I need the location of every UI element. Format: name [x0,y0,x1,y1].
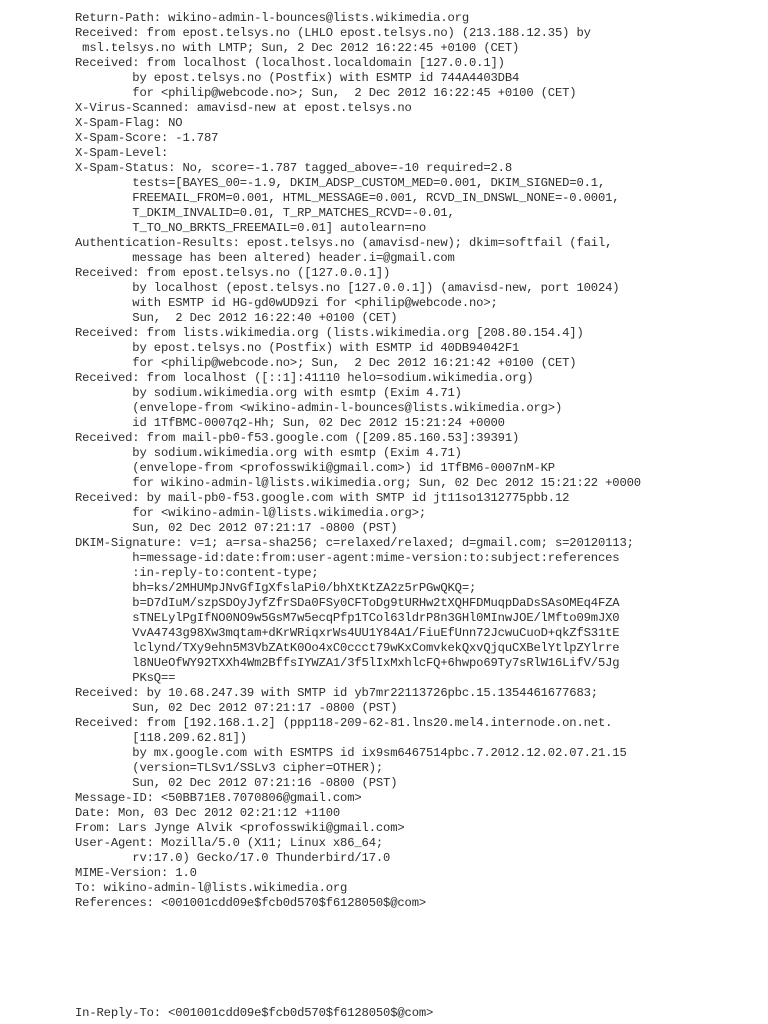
header-line: bh=ks/2MHUMpJNvGfIgXfslaPi0/bhXtKtZA2z5rPGwQKQ=; [75,581,477,595]
header-line: by epost.telsys.no (Postfix) with ESMTP id 744A4403DB4 [75,71,520,85]
header-line: Received: from epost.telsys.no ([127.0.0.1]) [75,266,391,280]
header-line: msl.telsys.no with LMTP; Sun, 2 Dec 2012 16:22:45 +0100 (CET) [75,41,520,55]
header-line: Sun, 2 Dec 2012 16:22:40 +0100 (CET) [75,311,398,325]
header-line: Received: from mail-pb0-f53.google.com ([209.85.160.53]:39391) [75,431,520,445]
header-line: MIME-Version: 1.0 [75,866,197,880]
header-line: FREEMAIL_FROM=0.001, HTML_MESSAGE=0.001, RCVD_IN_DNSWL_NONE=-0.0001, [75,191,620,205]
header-line: Received: by mail-pb0-f53.google.com with SMTP id jt11so1312775pbb.12 [75,491,570,505]
header-line: (envelope-from <wikino-admin-l-bounces@lists.wikimedia.org>) [75,401,563,415]
header-line: lclynd/TXy9ehn5M3VbZAtK0Oo4xC0ccct79wKxComvkekQxvQjquCXBelYtlpZYlrre [75,641,620,655]
header-line: Sun, 02 Dec 2012 07:21:17 -0800 (PST) [75,521,398,535]
header-line: VvA4743g98Xw3mqtam+dKrWRiqxrWs4UU1Y84A1/FiuEfUnn72JcwuCuoD+qkZfS31tE [75,626,620,640]
header-line: for <philip@webcode.no>; Sun, 2 Dec 2012 16:22:45 +0100 (CET) [75,86,577,100]
header-line: Received: by 10.68.247.39 with SMTP id yb7mr22113726pbc.15.1354461677683; [75,686,598,700]
header-line: (version=TLSv1/SSLv3 cipher=OTHER); [75,761,384,775]
header-line: Received: from localhost (localhost.localdomain [127.0.0.1]) [75,56,505,70]
header-line: X-Spam-Flag: NO [75,116,183,130]
header-line: Received: from epost.telsys.no (LHLO epost.telsys.no) (213.188.12.35) by [75,26,591,40]
header-line: X-Spam-Level: [75,146,169,160]
email-headers-continued [75,1006,761,1021]
header-line: [118.209.62.81]) [75,731,247,745]
header-line: Authentication-Results: epost.telsys.no (amavisd-new); dkim=softfail (fail, [75,236,613,250]
header-line: message has been altered) header.i=@gmail.com [75,251,455,265]
header-line: X-Spam-Score: -1.787 [75,131,219,145]
header-line: Sun, 02 Dec 2012 07:21:17 -0800 (PST) [75,701,398,715]
header-line: for wikino-admin-l@lists.wikimedia.org; Sun, 02 Dec 2012 15:21:22 +0000 [75,476,641,490]
header-line: tests=[BAYES_00=-1.9, DKIM_ADSP_CUSTOM_MED=0.001, DKIM_SIGNED=0.1, [75,176,606,190]
header-line: DKIM-Signature: v=1; a=rsa-sha256; c=relaxed/relaxed; d=gmail.com; s=20120113; [75,536,634,550]
header-line: (envelope-from <profosswiki@gmail.com>) id 1TfBM6-0007nM-KP [75,461,555,475]
header-line: Message-ID: <50BB71E8.7070806@gmail.com> [75,791,362,805]
header-line-in-reply-to: In-Reply-To: <001001cdd09e$fcb0d570$f6128050$@com> [75,1006,434,1020]
header-line: Received: from lists.wikimedia.org (lists.wikimedia.org [208.80.154.4]) [75,326,584,340]
header-line: b=D7dIuM/szpSDOyJyfZfrSDa0FSy0CFToDg9tURHw2tXQHFDMuqpDaDsSAsOMEq4FZA [75,596,620,610]
header-line: User-Agent: Mozilla/5.0 (X11; Linux x86_64; [75,836,384,850]
header-line: Received: from localhost ([::1]:41110 helo=sodium.wikimedia.org) [75,371,534,385]
header-line: rv:17.0) Gecko/17.0 Thunderbird/17.0 [75,851,391,865]
header-line: Sun, 02 Dec 2012 07:21:16 -0800 (PST) [75,776,398,790]
header-line: with ESMTP id HG-gd0wUD9zi for <philip@webcode.no>; [75,296,498,310]
header-line: References: <001001cdd09e$fcb0d570$f6128050$@com> [75,896,427,910]
header-line: for <philip@webcode.no>; Sun, 2 Dec 2012 16:21:42 +0100 (CET) [75,356,577,370]
header-line: Return-Path: wikino-admin-l-bounces@lists.wikimedia.org [75,11,470,25]
header-line: by mx.google.com with ESMTPS id ix9sm6467514pbc.7.2012.12.02.07.21.15 [75,746,627,760]
header-line: by epost.telsys.no (Postfix) with ESMTP id 40DB94042F1 [75,341,520,355]
header-line: id 1TfBMC-0007q2-Hh; Sun, 02 Dec 2012 15:21:24 +0000 [75,416,505,430]
header-line: PKsQ== [75,671,176,685]
header-line: Received: from [192.168.1.2] (ppp118-209-62-81.lns20.mel4.internode.on.net. [75,716,613,730]
header-line: by sodium.wikimedia.org with esmtp (Exim 4.71) [75,386,462,400]
header-line: T_DKIM_INVALID=0.01, T_RP_MATCHES_RCVD=-0.01, [75,206,455,220]
header-line: :in-reply-to:content-type; [75,566,319,580]
header-line: h=message-id:date:from:user-agent:mime-version:to:subject:references [75,551,620,565]
header-line: sTNELylPgIfNO0NO9w5GsM7w5ecqPfp1TCol63ldrP8n3GHl0MInwJOE/lMfto09mJX0 [75,611,620,625]
header-line: for <wikino-admin-l@lists.wikimedia.org>; [75,506,427,520]
header-line: by localhost (epost.telsys.no [127.0.0.1]) (amavisd-new, port 10024) [75,281,620,295]
header-line: From: Lars Jynge Alvik <profosswiki@gmail.com> [75,821,405,835]
header-line: X-Virus-Scanned: amavisd-new at epost.telsys.no [75,101,412,115]
header-line: by sodium.wikimedia.org with esmtp (Exim 4.71) [75,446,462,460]
header-line: To: wikino-admin-l@lists.wikimedia.org [75,881,348,895]
header-line: Date: Mon, 03 Dec 2012 02:21:12 +1100 [75,806,341,820]
header-line: T_TO_NO_BRKTS_FREEMAIL=0.01] autolearn=no [75,221,427,235]
header-line: X-Spam-Status: No, score=-1.787 tagged_above=-10 required=2.8 [75,161,512,175]
header-line: l8NUeOfWY92TXXh4Wm2BffsIYWZA1/3f5lIxMxhlcFQ+6hwpo69Ty7sRlW16LifV/5Jg [75,656,620,670]
email-headers [75,11,761,911]
